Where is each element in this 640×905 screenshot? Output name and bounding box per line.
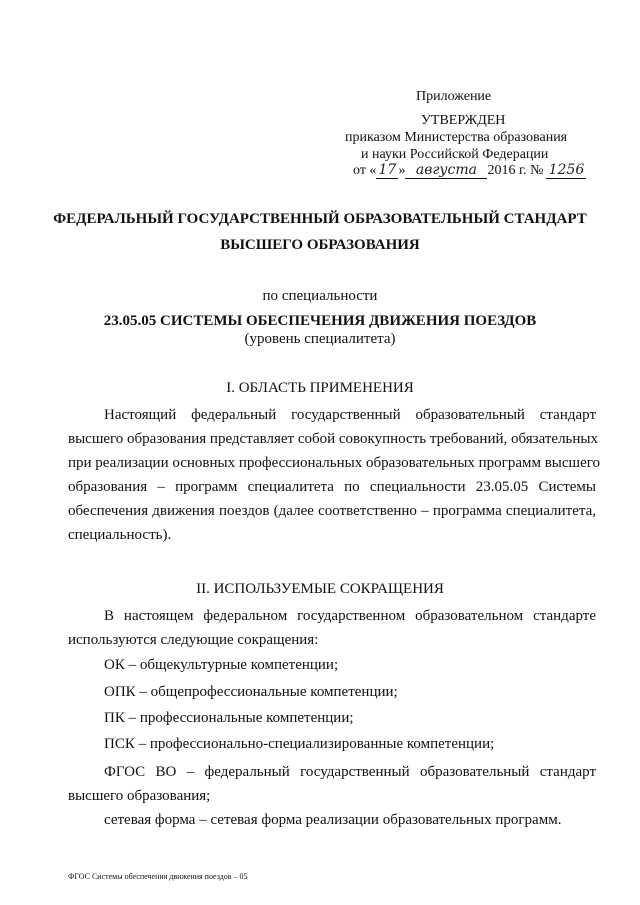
abbreviation-item: ПСК – профессионально-специализированные компетенции; bbox=[104, 736, 495, 752]
section-1-heading: I. ОБЛАСТЬ ПРИМЕНЕНИЯ bbox=[226, 380, 414, 396]
appendix-label: Приложение bbox=[416, 89, 492, 104]
date-month: августа bbox=[405, 163, 487, 179]
fgos-line-1: ФГОС ВО – федеральный государственный образовательный стандарт bbox=[104, 764, 596, 780]
section-1-line: Настоящий федеральный государственный образовательный стандарт bbox=[104, 407, 596, 423]
specialty-name: 23.05.05 СИСТЕМЫ ОБЕСПЕЧЕНИЯ ДВИЖЕНИЯ ПОЕЗДОВ bbox=[103, 313, 537, 329]
section-1-line: обеспечения движения поездов (далее соответственно – программа специалитета, bbox=[68, 503, 596, 519]
approved-label: УТВЕРЖДЕН bbox=[421, 113, 506, 128]
section-2-intro-line-2: используются следующие сокращения: bbox=[68, 632, 319, 648]
date-year: 2016 г. № bbox=[487, 163, 544, 178]
section-2-intro-line-1: В настоящем федеральном государственном образовательном стандарте bbox=[104, 608, 596, 624]
document-title-line-1: ФЕДЕРАЛЬНЫЙ ГОСУДАРСТВЕННЫЙ ОБРАЗОВАТЕЛЬНЫЙ СТАНДАРТ bbox=[53, 211, 587, 227]
order-line-2: и науки Российской Федерации bbox=[361, 147, 549, 162]
document-title-line-2: ВЫСШЕГО ОБРАЗОВАНИЯ bbox=[220, 237, 420, 253]
specialty-level: (уровень специалитета) bbox=[244, 331, 396, 347]
section-1-line: образования – программ специалитета по специальности 23.05.05 Системы bbox=[68, 479, 596, 495]
section-2-heading: II. ИСПОЛЬЗУЕМЫЕ СОКРАЩЕНИЯ bbox=[196, 581, 444, 597]
fgos-line-2: высшего образования; bbox=[68, 788, 211, 804]
date-close: » bbox=[398, 163, 406, 178]
order-date-line bbox=[353, 162, 586, 179]
date-day: 17 bbox=[376, 163, 398, 179]
section-1-line: при реализации основных профессиональных образовательных программ высшего bbox=[68, 455, 601, 471]
specialty-prefix: по специальности bbox=[262, 288, 378, 304]
section-1-line: высшего образования представляет собой совокупность требований, обязательных bbox=[68, 431, 598, 447]
abbreviation-item: ПК – профессиональные компетенции; bbox=[104, 710, 354, 726]
order-line-1: приказом Министерства образования bbox=[345, 130, 568, 145]
network-form-line: сетевая форма – сетевая форма реализации образовательных программ. bbox=[104, 812, 562, 828]
section-1-line: специальность). bbox=[68, 527, 172, 543]
abbreviation-item: ОПК – общепрофессиональные компетенции; bbox=[104, 684, 398, 700]
order-number: 1256 bbox=[546, 163, 586, 179]
abbreviation-item: ОК – общекультурные компетенции; bbox=[104, 657, 339, 673]
page-footer: ФГОС Системы обеспечения движения поездов – 05 bbox=[68, 872, 248, 881]
date-prefix: от « bbox=[353, 163, 377, 178]
